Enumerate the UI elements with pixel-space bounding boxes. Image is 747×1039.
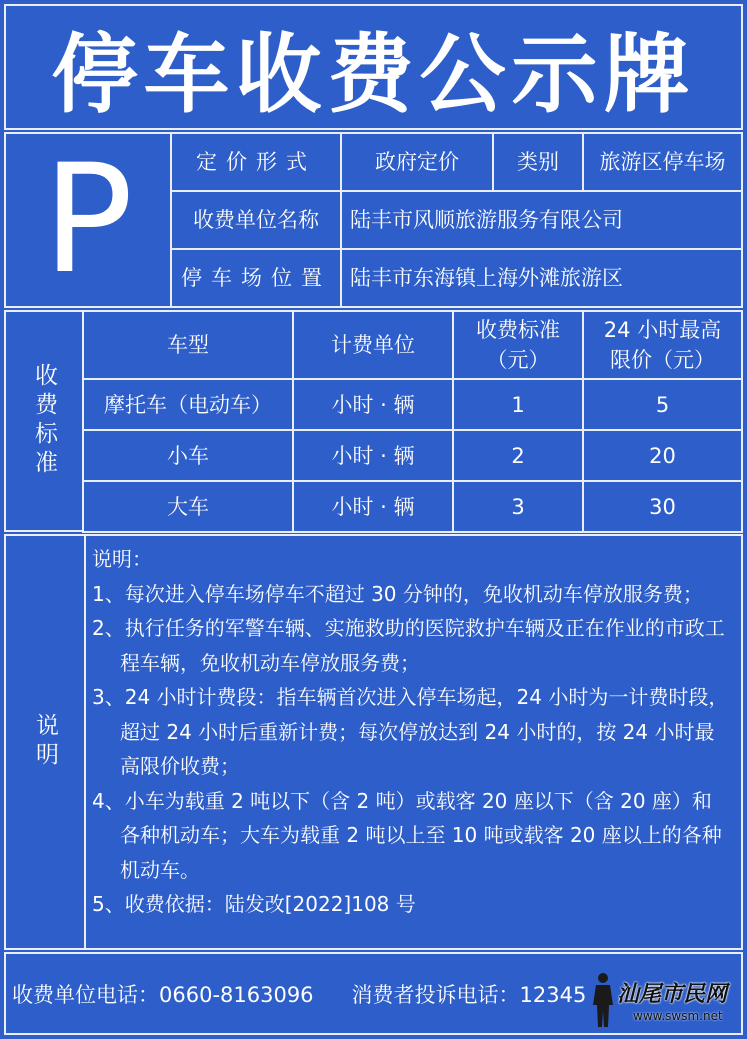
note-item: 3、24 小时计费段：指车辆首次进入停车场起，24 小时为一计费时段，超过 24 小时后重新计费；每次停放达到 24 小时的，按 24 小时最高限价收费； (92, 685, 729, 778)
column-header-vehicle-type: 车型 (82, 310, 294, 380)
table-row-cell: 5 (582, 378, 743, 431)
table-row-cell: 2 (452, 429, 584, 482)
statue-figure-icon (589, 971, 617, 1031)
watermark-logo (589, 971, 739, 1033)
fee-section-label: 收费标准 (4, 310, 84, 532)
notes-heading: 说明： (92, 547, 152, 571)
watermark-url: www.swsm.net (633, 1009, 723, 1023)
location-label: 停车场位置 (170, 248, 342, 308)
table-row-cell: 20 (582, 429, 743, 482)
table-row-cell: 小时 · 辆 (292, 429, 454, 482)
pricing-form-label: 定价形式 (170, 132, 342, 192)
table-row-cell: 大车 (82, 480, 294, 533)
unit-name-value: 陆丰市风顺旅游服务有限公司 (340, 190, 743, 250)
table-row-cell: 小时 · 辆 (292, 378, 454, 431)
table-row-cell: 小车 (82, 429, 294, 482)
table-row-cell: 1 (452, 378, 584, 431)
unit-phone: 收费单位电话：0660-8163096 (12, 982, 314, 1007)
column-header-fee-standard: 收费标准 （元） (452, 310, 584, 380)
watermark-text: 汕尾市民网 (617, 981, 728, 1007)
notes-section-label: 说明 (4, 534, 86, 950)
note-item: 1、每次进入停车场停车不超过 30 分钟的，免收机动车停放服务费； (92, 581, 703, 606)
note-item: 2、执行任务的军警车辆、实施救助的医院救护车辆及正在作业的市政工程车辆，免收机动车停放服务费； (92, 616, 725, 675)
page-title: 停车收费公示牌 (4, 4, 743, 130)
unit-name-label: 收费单位名称 (170, 190, 342, 250)
column-header-max-24h: 24 小时最高 限价（元） (582, 310, 743, 380)
table-row-cell: 3 (452, 480, 584, 533)
note-item: 4、小车为载重 2 吨以下（含 2 吨）或载客 20 座以下（含 20 座）和各种机动车；大车为载重 2 吨以上至 10 吨或载客 20 座以上的各种机动车。 (92, 788, 722, 882)
category-value: 旅游区停车场 (582, 132, 743, 192)
note-item: 5、收费依据：陆发改[2022]108 号 (92, 892, 416, 916)
complaint-phone: 消费者投诉电话：12345 (351, 982, 587, 1007)
notes-body (84, 534, 743, 950)
category-label: 类别 (492, 132, 584, 192)
parking-symbol: P (4, 132, 172, 308)
table-row-cell: 小时 · 辆 (292, 480, 454, 533)
pricing-form-value: 政府定价 (340, 132, 494, 192)
column-header-billing-unit: 计费单位 (292, 310, 454, 380)
location-value: 陆丰市东海镇上海外滩旅游区 (340, 248, 743, 308)
table-row-cell: 30 (582, 480, 743, 533)
table-row-cell: 摩托车（电动车） (82, 378, 294, 431)
